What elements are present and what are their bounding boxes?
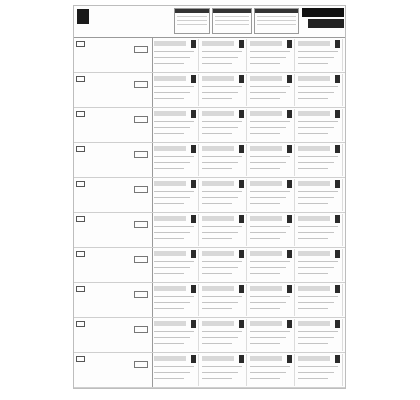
gate-box [76, 321, 85, 327]
prediction-mark-box [134, 81, 148, 88]
horse-info [87, 90, 147, 94]
past-race-cell [297, 214, 343, 246]
horse-pedigree [87, 40, 137, 44]
racing-form-sheet [73, 5, 346, 389]
horse-pedigree [87, 285, 137, 289]
horse-name [87, 256, 131, 262]
gate-box [76, 146, 85, 152]
race-conditions [92, 22, 162, 26]
past-race-cell [153, 354, 199, 386]
past-races [153, 73, 345, 107]
gate-box [76, 41, 85, 47]
horse-name [87, 151, 131, 157]
table-row [74, 38, 345, 73]
horse-info [87, 55, 147, 59]
past-race-cell [153, 74, 199, 106]
past-race-cell [249, 74, 295, 106]
horse-info [87, 195, 147, 199]
horse-name [87, 186, 131, 192]
gate-box [76, 76, 85, 82]
horse-name [87, 46, 131, 52]
past-race-cell [153, 284, 199, 316]
past-races [153, 353, 345, 387]
past-race-cell [297, 74, 343, 106]
past-race-cell [201, 354, 247, 386]
past-race-cell [249, 214, 295, 246]
prediction-mark-box [134, 116, 148, 123]
past-race-cell [153, 109, 199, 141]
past-race-cell [249, 249, 295, 281]
past-race-cell [297, 284, 343, 316]
horse-pedigree [87, 355, 137, 359]
publication-logo [302, 8, 344, 28]
table-row [74, 318, 345, 353]
race-header [74, 6, 345, 38]
past-race-cell [249, 39, 295, 71]
race-meta [92, 8, 172, 12]
prediction-mark-box [134, 151, 148, 158]
horse-info [87, 335, 147, 339]
past-race-cell [249, 354, 295, 386]
horse-info [87, 125, 147, 129]
past-race-cell [297, 179, 343, 211]
past-race-cell [201, 74, 247, 106]
horse-info [87, 300, 147, 304]
past-race-cell [297, 319, 343, 351]
gate-box [76, 286, 85, 292]
table-row [74, 248, 345, 283]
gate-box [76, 251, 85, 257]
past-race-cell [297, 249, 343, 281]
past-races [153, 38, 345, 72]
prediction-mark-box [134, 186, 148, 193]
gate-box [76, 216, 85, 222]
prediction-mark-box [134, 361, 148, 368]
horse-name [87, 291, 131, 297]
past-race-cell [297, 39, 343, 71]
gate-box [76, 356, 85, 362]
horse-info [87, 160, 147, 164]
race-number [77, 9, 89, 24]
table-row [74, 353, 345, 388]
header-stat-box-1 [174, 8, 210, 34]
horse-pedigree [87, 180, 137, 184]
past-race-cell [153, 319, 199, 351]
past-race-cell [201, 319, 247, 351]
past-races [153, 318, 345, 352]
past-race-cell [297, 354, 343, 386]
table-row [74, 73, 345, 108]
gate-box [76, 111, 85, 117]
prediction-mark-box [134, 46, 148, 53]
horse-pedigree [87, 75, 137, 79]
past-races [153, 248, 345, 282]
horse-name [87, 81, 131, 87]
horse-name [87, 116, 131, 122]
race-title [92, 14, 152, 20]
horse-pedigree [87, 145, 137, 149]
past-race-cell [249, 284, 295, 316]
past-race-cell [201, 284, 247, 316]
past-race-cell [201, 39, 247, 71]
header-stat-box-3 [254, 8, 299, 34]
horse-info [87, 370, 147, 374]
gate-box [76, 181, 85, 187]
past-races [153, 283, 345, 317]
horse-name [87, 361, 131, 367]
prediction-mark-box [134, 291, 148, 298]
prediction-mark-box [134, 326, 148, 333]
header-stat-box-2 [212, 8, 252, 34]
horse-pedigree [87, 110, 137, 114]
table-row [74, 283, 345, 318]
past-race-cell [153, 39, 199, 71]
horse-name [87, 326, 131, 332]
past-race-cell [249, 319, 295, 351]
past-race-cell [201, 249, 247, 281]
horse-pedigree [87, 320, 137, 324]
